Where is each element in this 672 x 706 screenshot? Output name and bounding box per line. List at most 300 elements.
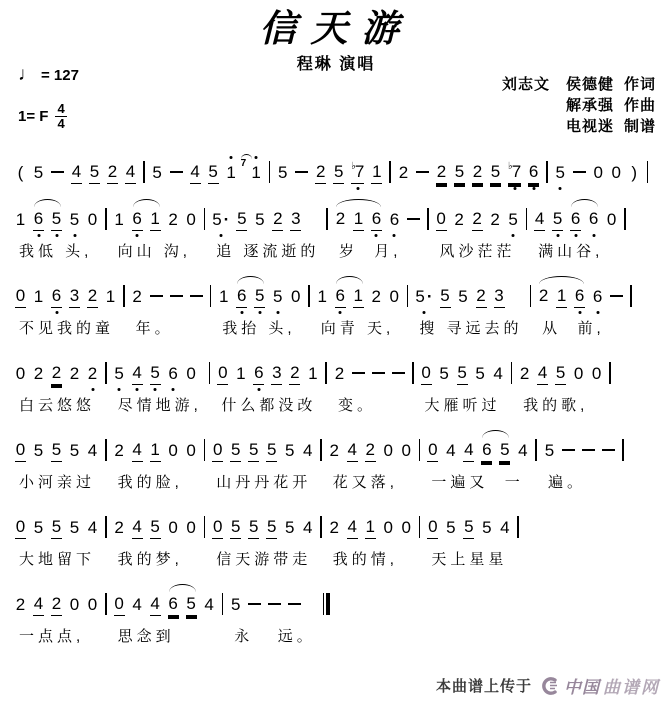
duration-dash	[372, 372, 385, 374]
dot-after: ·	[223, 209, 230, 229]
measure	[276, 160, 383, 184]
duration-dash	[248, 603, 261, 605]
credit-names: 电视迷	[565, 118, 614, 135]
rest: 0	[217, 362, 228, 385]
barline	[526, 208, 528, 230]
note: 5	[152, 162, 162, 182]
note: ♭ 7	[351, 161, 364, 184]
measure	[533, 207, 618, 261]
note: 4	[33, 593, 44, 616]
note: 5	[51, 208, 62, 231]
rest: 0	[114, 593, 125, 616]
duration-dash	[407, 218, 420, 220]
note: 6	[335, 285, 346, 308]
duration-dash	[288, 603, 301, 605]
slur-group	[33, 208, 62, 231]
slur-group	[168, 593, 197, 616]
note: 4	[125, 161, 136, 184]
rest: 0	[427, 516, 438, 539]
barline	[209, 362, 211, 384]
note: 2	[329, 440, 340, 460]
measure	[211, 515, 314, 569]
barline	[511, 362, 513, 384]
barline	[419, 439, 421, 461]
credit-transcriber	[566, 116, 656, 137]
measure	[414, 284, 523, 338]
slur-group	[132, 208, 161, 231]
measure	[316, 284, 401, 338]
score	[10, 148, 662, 646]
slur-group	[335, 285, 364, 308]
quarter-note-icon: ♩	[18, 64, 37, 85]
note: 4	[132, 594, 142, 614]
lyric: 思念到	[117, 628, 175, 645]
credit-role: 作词	[623, 76, 656, 93]
note: 1	[251, 162, 261, 182]
rest: 0	[421, 362, 432, 385]
note: 4	[518, 440, 528, 460]
duration-dash	[610, 295, 623, 297]
note: 4	[347, 439, 358, 462]
measure	[113, 515, 198, 569]
lyric: 我的梦,	[117, 551, 183, 568]
lyric: 我的情,	[332, 551, 398, 568]
duration-dash	[190, 295, 203, 297]
credit-names: 解承强	[565, 97, 614, 114]
note: 5	[254, 285, 265, 308]
note: 5	[69, 440, 80, 460]
music-system	[14, 580, 662, 646]
note: 5	[114, 363, 124, 383]
lyric: 小河亲过	[19, 474, 96, 491]
rest: 0	[593, 162, 603, 182]
footer	[436, 673, 660, 698]
lyric: 我低 头,	[19, 243, 93, 260]
note: 1	[317, 286, 328, 306]
note: 4	[534, 208, 545, 231]
measure	[397, 160, 540, 184]
rest: 0	[290, 286, 301, 306]
note: 5	[51, 439, 62, 462]
lyric: 年。	[135, 320, 174, 337]
measure	[518, 361, 603, 415]
time-top: 4	[57, 101, 65, 116]
barline	[222, 593, 224, 615]
note: 4	[347, 516, 358, 539]
rest: 0	[591, 363, 602, 383]
grace-note: 7	[240, 157, 247, 169]
lyric: 岁 月,	[338, 243, 402, 260]
music-system	[14, 195, 662, 261]
barline	[419, 516, 421, 538]
duration-dash	[416, 171, 429, 173]
note: 5	[230, 439, 241, 462]
barline	[427, 208, 429, 230]
rest: 0	[212, 516, 223, 539]
note: 5	[284, 517, 295, 537]
measure	[420, 361, 505, 415]
barline	[269, 161, 271, 183]
note: 5	[51, 516, 62, 539]
barline	[105, 593, 107, 615]
barline	[105, 439, 107, 461]
duration-dash	[170, 295, 183, 297]
rest: 0	[87, 209, 98, 229]
measure	[113, 592, 216, 646]
note: 1	[33, 286, 44, 306]
note: 2	[51, 362, 62, 385]
note: 5	[150, 516, 161, 539]
barline	[530, 285, 532, 307]
lyric: 我的脸,	[117, 474, 183, 491]
note: 1	[371, 161, 382, 184]
note: 5	[333, 161, 344, 184]
barline	[546, 161, 548, 183]
barline	[412, 362, 414, 384]
note: 5	[266, 439, 277, 462]
note: 4	[87, 517, 98, 537]
note: 1	[365, 516, 376, 539]
barline	[624, 208, 626, 230]
flat-sign: ♭	[507, 160, 513, 172]
note: 5	[186, 593, 197, 616]
note: 5	[208, 161, 219, 184]
measure	[211, 207, 320, 261]
note: 5	[555, 362, 566, 385]
lyric: 我的歌,	[523, 397, 589, 414]
barline	[210, 285, 212, 307]
note: 2	[538, 286, 549, 305]
note: 5	[439, 363, 449, 383]
rest: 0	[168, 517, 178, 537]
note: 4	[204, 594, 214, 614]
credit-role: 作曲	[623, 97, 656, 114]
barline	[204, 516, 206, 538]
note: 1	[226, 162, 236, 182]
duration-dash	[295, 171, 308, 173]
note: 5	[454, 161, 465, 184]
duration-dash	[582, 449, 595, 451]
note: 5	[463, 516, 474, 539]
qupu-logo-icon	[539, 677, 561, 695]
note: 5	[248, 439, 259, 462]
flat-sign: ♭	[351, 160, 356, 172]
rest: 0	[401, 440, 412, 460]
lyric: 大雁听过	[424, 397, 501, 414]
note: 5	[69, 517, 80, 537]
measure	[14, 361, 99, 415]
note: 5	[475, 363, 485, 383]
note: 1	[15, 209, 26, 229]
note: 5	[508, 209, 518, 229]
slur-group	[570, 208, 599, 231]
site-name-light: 曲谱网	[603, 678, 660, 697]
measure	[113, 361, 203, 415]
note: 2	[472, 161, 483, 184]
note: 2	[132, 286, 142, 306]
duration-dash	[602, 449, 615, 451]
note: 6	[481, 439, 492, 462]
music-system	[14, 148, 662, 184]
note: 1	[114, 209, 124, 229]
note: 6	[253, 362, 264, 385]
slur-group	[538, 285, 585, 308]
lyric: 什么都没改	[221, 397, 317, 414]
note: 5	[458, 286, 468, 306]
note: 2	[315, 161, 326, 184]
note: 6	[236, 285, 247, 308]
note: 4	[500, 517, 510, 537]
header	[10, 8, 662, 144]
music-system	[14, 503, 662, 569]
note: 2	[371, 286, 382, 306]
measure	[14, 592, 99, 646]
note: 5 ·	[212, 209, 230, 229]
measure	[426, 438, 529, 492]
note: 6	[33, 208, 44, 231]
barline	[143, 161, 145, 183]
site-logo[interactable]	[539, 673, 660, 698]
note: 3	[271, 362, 282, 385]
rest: 0	[606, 209, 617, 229]
lyric: 变。	[337, 397, 376, 414]
note: 6	[588, 209, 599, 228]
note: 5 ·	[415, 286, 433, 306]
measure	[211, 438, 314, 492]
barline	[517, 516, 519, 538]
note: 4	[71, 161, 82, 184]
note: 4	[463, 439, 474, 462]
note: 1	[353, 208, 364, 231]
measure	[151, 157, 263, 184]
note: 5	[266, 516, 277, 539]
music-system	[14, 349, 662, 415]
measure	[435, 207, 520, 261]
lyric: 从 前,	[542, 320, 605, 337]
barline	[407, 285, 409, 307]
note: 5	[33, 162, 44, 182]
note: 2	[15, 594, 26, 614]
note: 6	[592, 286, 603, 306]
rest: 0	[573, 363, 584, 383]
lyric: 一点点,	[19, 628, 85, 645]
note: 5	[255, 209, 265, 229]
duration-dash	[170, 171, 183, 173]
note: 1	[556, 285, 567, 308]
rest: 0	[611, 162, 621, 182]
rest: 0	[401, 517, 412, 537]
note: 3	[69, 285, 80, 308]
note: 5	[248, 516, 259, 539]
note: 2	[87, 285, 98, 308]
measure	[328, 438, 413, 492]
slur-group	[236, 285, 265, 308]
note: 2	[107, 161, 118, 184]
lyric: 天上星星	[431, 551, 508, 568]
measure	[537, 284, 624, 338]
slur-group	[481, 439, 510, 462]
measure	[333, 361, 406, 415]
time-bottom: 4	[57, 115, 65, 131]
barline	[647, 161, 649, 183]
key-signature	[18, 102, 67, 130]
barline	[308, 285, 310, 307]
barline	[105, 208, 107, 230]
measure	[14, 160, 137, 184]
measure	[229, 592, 317, 646]
note: 5	[33, 440, 44, 460]
note: 2	[289, 362, 300, 385]
note: 5	[552, 208, 563, 231]
paren: )	[631, 162, 638, 182]
lyric: 花又落,	[332, 474, 398, 491]
note: 5	[446, 517, 456, 537]
note: 6	[371, 208, 382, 231]
note: 5	[89, 161, 100, 184]
lyric: 向山 沟,	[117, 243, 191, 260]
rest: 0	[427, 439, 438, 462]
measure	[328, 515, 413, 569]
rest: 0	[389, 286, 400, 306]
note: 3	[494, 285, 505, 308]
music-system	[14, 272, 662, 338]
note: 5	[236, 208, 247, 231]
barline	[123, 285, 125, 307]
note: 5	[440, 285, 451, 308]
note: 2	[87, 363, 98, 383]
note: 5	[499, 439, 510, 462]
final-barline	[323, 593, 330, 615]
rest: 0	[186, 517, 196, 537]
measure	[14, 515, 99, 569]
note: 2	[272, 208, 283, 231]
lyric: 大地留下	[19, 551, 96, 568]
measure	[131, 284, 204, 338]
credit-lyricist	[502, 74, 656, 95]
duration-dash	[150, 295, 163, 297]
note: 6	[168, 593, 179, 616]
note: 5	[284, 440, 295, 460]
barline	[389, 161, 391, 183]
rest: 0	[186, 363, 196, 383]
note: 4	[493, 363, 503, 383]
note: 2	[329, 517, 340, 537]
note: 2	[168, 209, 178, 229]
note: 4	[87, 440, 98, 460]
rest: 0	[15, 285, 26, 308]
lyric: 追 逐流逝的	[216, 243, 320, 260]
lyric: 信天游带走	[216, 551, 312, 568]
rest: 0	[168, 440, 178, 460]
measure	[14, 207, 99, 261]
measure	[216, 361, 319, 415]
note: 5	[544, 440, 555, 460]
lyric: 尽情地游,	[117, 397, 202, 414]
barline	[204, 439, 206, 461]
barline	[326, 208, 328, 230]
measure	[113, 207, 198, 261]
note: 5	[230, 516, 241, 539]
note: 2	[398, 162, 409, 182]
time-signature	[55, 102, 66, 130]
note: 5	[482, 517, 492, 537]
note: 2	[114, 440, 124, 460]
note: ♭ 7	[508, 161, 521, 184]
lyric: 我抬 头,	[222, 320, 296, 337]
duration-dash	[392, 372, 405, 374]
lyric: 满山谷,	[538, 243, 604, 260]
note: 5	[33, 517, 44, 537]
note: 1	[218, 286, 229, 306]
lyric: 白云悠悠	[19, 397, 96, 414]
note: 2	[365, 439, 376, 462]
rest: 0	[436, 208, 447, 231]
note: 4	[150, 593, 161, 616]
rest: 0	[383, 440, 394, 460]
note: 2	[472, 208, 483, 231]
note: 2	[454, 209, 464, 229]
note: 1	[236, 363, 246, 383]
measure	[14, 284, 117, 338]
note: 2	[334, 363, 345, 383]
barline	[630, 285, 632, 307]
lyric: 遍。	[547, 474, 586, 491]
credit-names: 刘志文 侯德健	[501, 76, 614, 93]
note: 6	[132, 208, 143, 231]
note: 5	[272, 286, 283, 306]
note: 2	[476, 285, 487, 308]
rest: 0	[15, 363, 26, 383]
paren: (	[17, 162, 24, 182]
note: 4	[132, 362, 143, 385]
note: 2	[33, 363, 44, 383]
rest: 0	[186, 209, 196, 229]
performer-line: 程琳 演唱	[296, 55, 376, 73]
note: 5	[457, 362, 468, 385]
rest: 0	[186, 440, 196, 460]
credit-composer	[566, 95, 656, 116]
credit-role: 制谱	[623, 118, 656, 135]
note: 4	[132, 439, 143, 462]
dot-after: ·	[426, 286, 433, 306]
note: 2	[519, 363, 530, 383]
note: 6	[574, 285, 585, 308]
note: 4	[302, 517, 313, 537]
key-value: 1= F	[18, 107, 49, 125]
barline	[622, 439, 624, 461]
music-system	[14, 426, 662, 492]
lyric: 搜 寻远去的	[419, 320, 523, 337]
barline	[535, 439, 537, 461]
note: 6	[528, 161, 539, 184]
barline	[105, 516, 107, 538]
note: 2	[51, 593, 62, 616]
barline	[609, 362, 611, 384]
lyric: 一遍又 一	[431, 474, 524, 491]
note: 5	[490, 161, 501, 184]
barline	[204, 208, 206, 230]
rest: 0	[87, 594, 98, 614]
duration-dash	[51, 171, 64, 173]
note: 5	[230, 594, 241, 614]
note: 4	[132, 516, 143, 539]
note: 2	[114, 517, 124, 537]
barline	[320, 516, 322, 538]
note: 1	[105, 286, 116, 306]
note: 4	[190, 161, 201, 184]
note: 4	[446, 440, 456, 460]
barline	[105, 362, 107, 384]
